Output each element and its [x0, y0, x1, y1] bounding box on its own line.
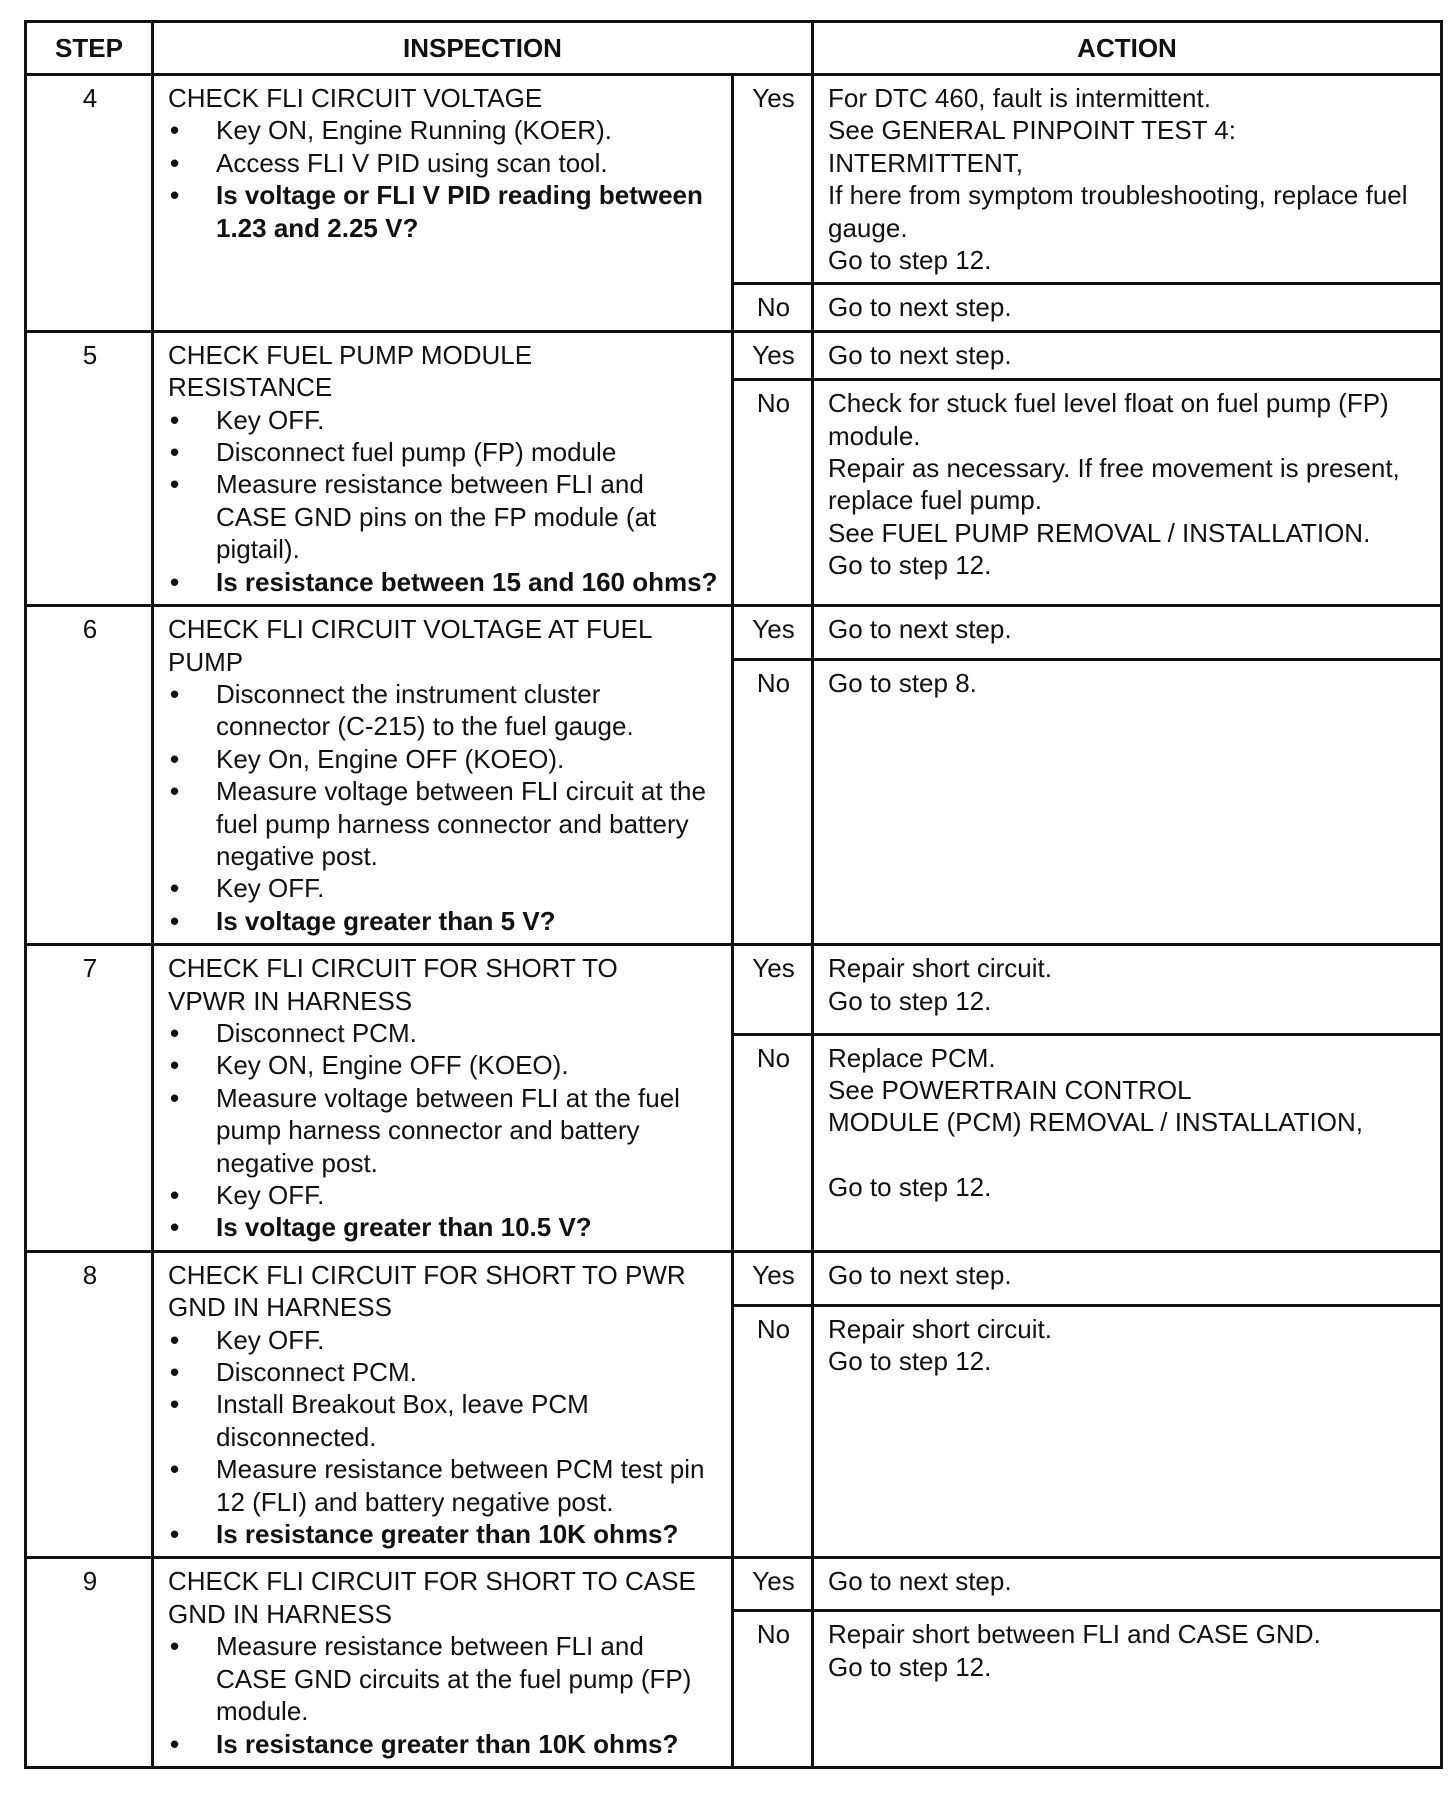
action-line: Repair short circuit. [828, 1313, 1052, 1344]
inspection-bullet: • Disconnect PCM. [168, 1017, 719, 1049]
inspection-bullet: • Key OFF. [168, 1324, 719, 1356]
action-line [828, 1139, 1428, 1171]
no-action [813, 1034, 1442, 1251]
action-line: Go to next step. [828, 614, 1012, 645]
no-label: No [733, 1305, 813, 1558]
inspection-bullet: • Key OFF. [168, 404, 719, 436]
action-line: Go to step 12. [828, 1346, 992, 1377]
header-inspection: INSPECTION [153, 22, 813, 75]
inspection-question: • Is resistance greater than 10K ohms? [168, 1728, 719, 1760]
inspection-cell [153, 75, 733, 332]
inspection-bullets [168, 1324, 719, 1551]
inspection-title: CHECK FLI CIRCUIT FOR SHORT TO [168, 953, 618, 984]
inspection-bullet: • Key On, Engine OFF (KOEO). [168, 743, 719, 775]
inspection-cell [153, 606, 733, 945]
action-line: Go to step 12. [828, 1171, 992, 1202]
inspection-title: GND IN HARNESS [168, 1598, 392, 1629]
action-line: See GENERAL PINPOINT TEST 4: INTERMITTENT, [828, 115, 1236, 178]
step-row-yes [26, 75, 1442, 284]
inspection-bullet: • Key OFF. [168, 1179, 719, 1211]
no-label: No [733, 380, 813, 606]
action-line: Go to next step. [828, 292, 1012, 323]
yes-action [813, 1251, 1442, 1305]
step-row-yes [26, 945, 1442, 1034]
action-line: For DTC 460, fault is intermittent. [828, 83, 1211, 113]
inspection-question: • Is voltage or FLI V PID reading between 1.23 and 2.25 V? [168, 179, 719, 244]
action-line: Check for stuck fuel level float on fuel pump (FP) module. [828, 388, 1389, 451]
inspection-title: CHECK FLI CIRCUIT FOR SHORT TO PWR [168, 1259, 686, 1290]
action-line: Go to step 12. [828, 1651, 992, 1682]
yes-action [813, 1558, 1442, 1611]
action-line: Go to step 12. [828, 985, 992, 1016]
action-line: Go to next step. [828, 1259, 1012, 1290]
inspection-bullet: • Measure resistance between FLI and CASE GND pins on the FP module (at pigtail). [168, 468, 719, 565]
action-line: See FUEL PUMP REMOVAL / INSTALLATION. [828, 517, 1371, 548]
inspection-question: • Is voltage greater than 10.5 V? [168, 1211, 719, 1243]
no-action [813, 284, 1442, 331]
step-number: 8 [26, 1251, 153, 1558]
no-action [813, 1611, 1442, 1767]
diagnostic-table [24, 20, 1443, 1769]
inspection-bullet: • Key ON, Engine OFF (KOEO). [168, 1049, 719, 1081]
action-line: Go to next step. [828, 1566, 1012, 1597]
no-label: No [733, 1611, 813, 1767]
yes-label: Yes [733, 331, 813, 379]
action-line: MODULE (PCM) REMOVAL / INSTALLATION, [828, 1107, 1364, 1138]
header-row [26, 22, 1442, 75]
step-number: 4 [26, 75, 153, 332]
inspection-title: CHECK FUEL PUMP MODULE [168, 339, 533, 370]
inspection-title: CHECK FLI CIRCUIT VOLTAGE AT FUEL [168, 614, 653, 645]
inspection-bullet: • Measure resistance between FLI and CASE GND circuits at the fuel pump (FP) module. [168, 1630, 719, 1727]
inspection-bullet: • Measure voltage between FLI at the fuel pump harness connector and battery negative post. [168, 1082, 719, 1179]
action-line: Repair as necessary. If free movement is present, replace fuel pump. [828, 452, 1400, 516]
yes-action [813, 75, 1442, 284]
inspection-bullet: • Key ON, Engine Running (KOER). [168, 114, 719, 146]
action-line: If here from symptom troubleshooting, replace fuel gauge. [828, 180, 1408, 243]
action-line: Go to step 12. [828, 245, 992, 276]
inspection-cell [153, 945, 733, 1252]
inspection-bullets [168, 114, 719, 244]
inspection-question: • Is voltage greater than 5 V? [168, 905, 719, 937]
step-row-yes [26, 1251, 1442, 1305]
inspection-question: • Is resistance greater than 10K ohms? [168, 1518, 719, 1550]
inspection-bullets [168, 1630, 719, 1760]
action-line: Repair short between FLI and CASE GND. [828, 1619, 1321, 1650]
inspection-bullet: • Key OFF. [168, 872, 719, 904]
inspection-cell [153, 1251, 733, 1558]
inspection-cell [153, 331, 733, 605]
inspection-bullet: • Disconnect fuel pump (FP) module [168, 436, 719, 468]
inspection-title: GND IN HARNESS [168, 1292, 392, 1323]
yes-action [813, 945, 1442, 1034]
action-line: Repair short circuit. [828, 953, 1052, 984]
inspection-title: PUMP [168, 646, 244, 677]
step-row-yes [26, 1558, 1442, 1611]
header-step: STEP [26, 22, 153, 75]
yes-label: Yes [733, 606, 813, 660]
table-body [26, 75, 1442, 1768]
inspection-title: CHECK FLI CIRCUIT FOR SHORT TO CASE [168, 1566, 696, 1597]
inspection-bullet: • Measure voltage between FLI circuit at the fuel pump harness connector and battery negative post. [168, 775, 719, 872]
inspection-bullet: • Disconnect PCM. [168, 1356, 719, 1388]
step-number: 9 [26, 1558, 153, 1767]
yes-label: Yes [733, 75, 813, 284]
no-action [813, 1305, 1442, 1558]
action-line: Go to step 8. [828, 667, 977, 698]
inspection-bullet: • Access FLI V PID using scan tool. [168, 147, 719, 179]
step-number: 7 [26, 945, 153, 1252]
inspection-bullet: • Disconnect the instrument cluster connector (C-215) to the fuel gauge. [168, 678, 719, 743]
inspection-title: VPWR IN HARNESS [168, 985, 413, 1016]
action-line: Go to next step. [828, 339, 1012, 370]
inspection-title: RESISTANCE [168, 372, 333, 403]
inspection-bullets [168, 404, 719, 598]
action-line: Go to step 12. [828, 550, 992, 581]
yes-action [813, 606, 1442, 660]
inspection-bullet: • Install Breakout Box, leave PCM disconnected. [168, 1388, 719, 1453]
step-row-yes [26, 606, 1442, 660]
no-label: No [733, 1034, 813, 1251]
yes-label: Yes [733, 945, 813, 1034]
header-action: ACTION [813, 22, 1442, 75]
no-label: No [733, 284, 813, 331]
no-action [813, 659, 1442, 944]
step-row-yes [26, 331, 1442, 379]
step-number: 6 [26, 606, 153, 945]
inspection-title: CHECK FLI CIRCUIT VOLTAGE [168, 83, 543, 113]
action-line: See POWERTRAIN CONTROL [828, 1074, 1192, 1105]
inspection-bullets [168, 1017, 719, 1244]
no-label: No [733, 659, 813, 944]
inspection-bullet: • Measure resistance between PCM test pin 12 (FLI) and battery negative post. [168, 1453, 719, 1518]
inspection-question: • Is resistance between 15 and 160 ohms? [168, 566, 719, 598]
inspection-cell [153, 1558, 733, 1767]
yes-action [813, 331, 1442, 379]
inspection-bullets [168, 678, 719, 937]
yes-label: Yes [733, 1251, 813, 1305]
step-number: 5 [26, 331, 153, 605]
no-action [813, 380, 1442, 606]
action-line: Replace PCM. [828, 1042, 996, 1073]
yes-label: Yes [733, 1558, 813, 1611]
